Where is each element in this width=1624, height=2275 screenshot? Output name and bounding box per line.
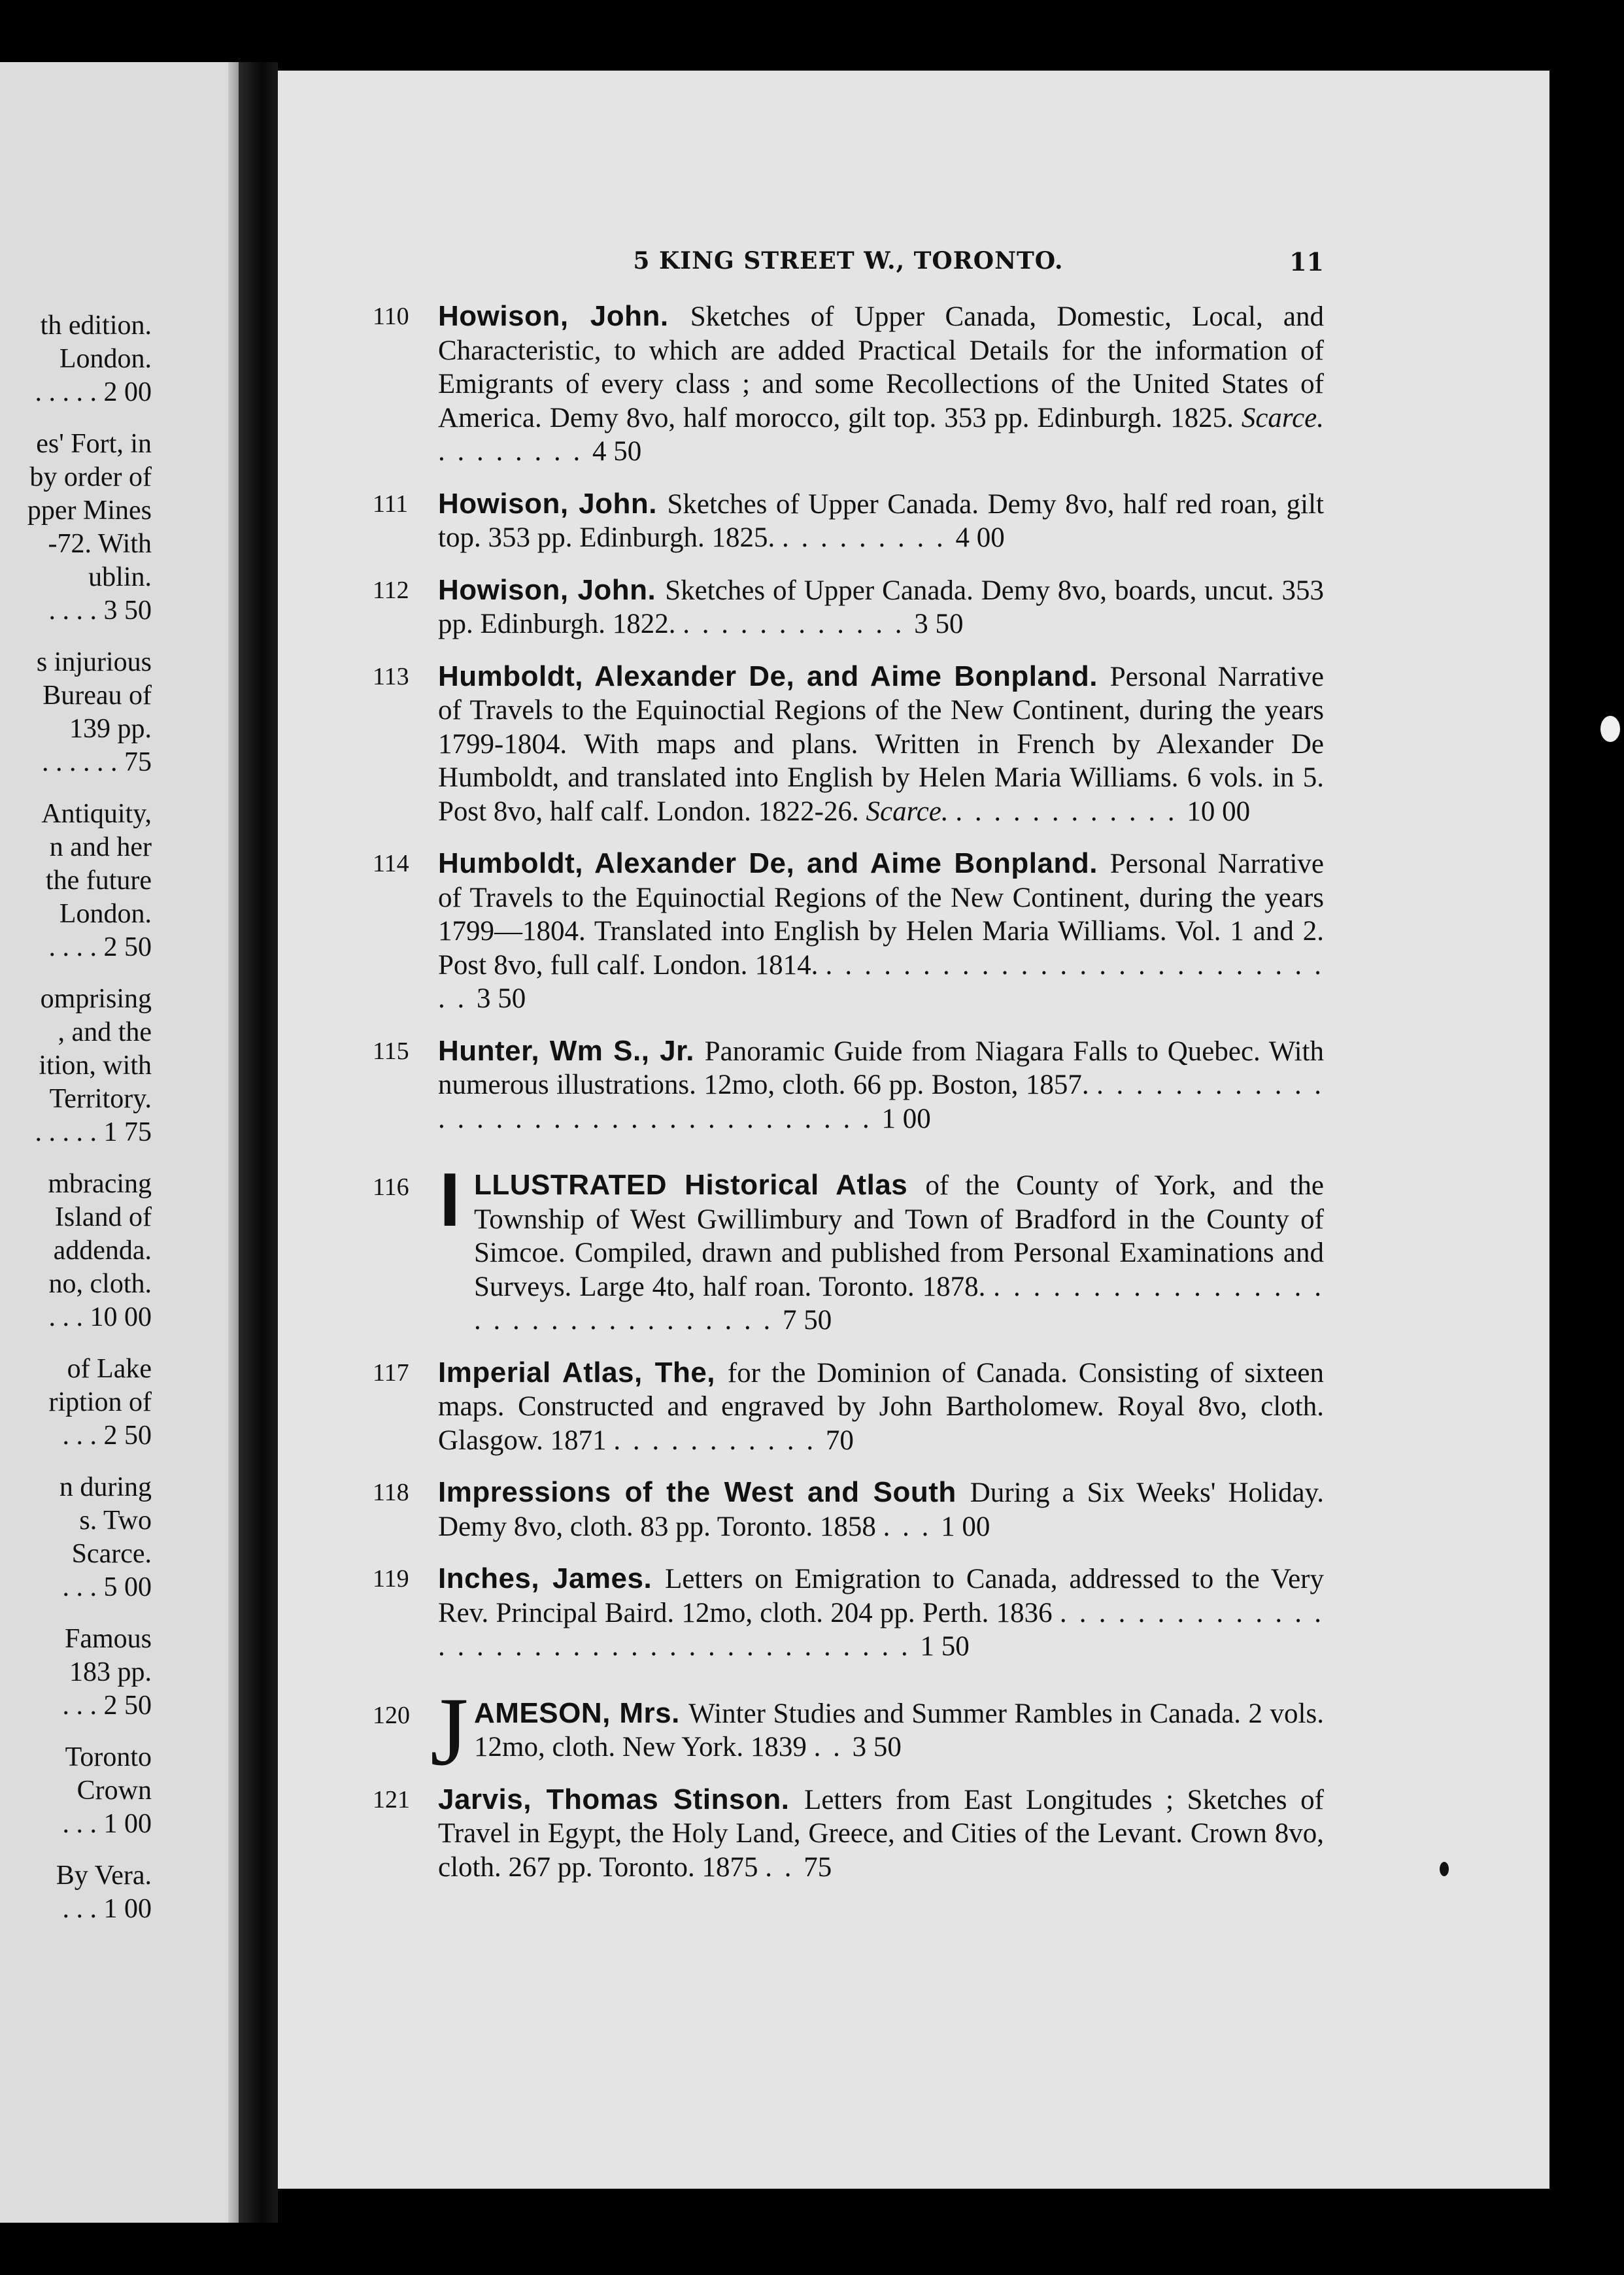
left-page-line: addenda. <box>53 1236 152 1266</box>
left-page-line: Island of <box>54 1202 152 1232</box>
dot-leader: . . . . . . . . . . . . . . . . . . . . . . . . . . . . . . . . . . . . . . . <box>438 1597 1324 1662</box>
entry-author: LLUSTRATED Historical Atlas <box>474 1169 926 1201</box>
entry-status: Scarce. <box>1241 402 1324 433</box>
dot-leader: . . <box>813 1732 853 1762</box>
entry-author: Howison, John. <box>438 300 690 332</box>
dot-leader: . . <box>765 1851 804 1883</box>
left-page-line: by order of <box>29 462 152 492</box>
left-page-line: omprising <box>40 984 152 1014</box>
left-page-line: By Vera. <box>56 1861 152 1891</box>
catalogue-entry-114 <box>373 847 1324 1016</box>
left-page-fragment <box>0 62 239 2223</box>
entry-price: 3 50 <box>477 983 526 1014</box>
catalogue-entry-117 <box>373 1356 1324 1458</box>
left-page-line <box>0 1453 152 1471</box>
left-page-line: , and the <box>58 1017 152 1047</box>
left-page-line <box>0 964 152 983</box>
left-page-line: ition, with <box>39 1051 152 1081</box>
dot-leader: . . . . . . . . . . . . . . . . . . . . . . . . . . . . . . . . . . . <box>438 1070 1324 1134</box>
left-page-line <box>0 779 152 798</box>
left-page-line: pper Mines <box>27 496 152 526</box>
left-page-line: London. <box>59 899 152 929</box>
entry-description: Personal Narrative of Travels to the Equinoctial Regions of the New Continent, during the years 1799-1804. With maps and plans. Written in French by Alexander De Humboldt, and translated into English by Helen Maria Williams. 6 vols. in 5. Post 8vo, half calf. London. 1822-26. <box>438 661 1324 827</box>
left-page-line: . . . 5 00 <box>62 1572 152 1602</box>
entry-author: Howison, John. <box>438 487 668 520</box>
left-page-line: . . . 2 50 <box>62 1421 152 1451</box>
entry-number: 110 <box>373 303 409 330</box>
left-page-line <box>0 1723 152 1741</box>
left-page-line: Scarce. <box>71 1539 152 1569</box>
dot-leader: . . . . . . . . . <box>781 522 956 553</box>
entry-price: 3 50 <box>914 609 964 639</box>
left-page-line: s. Two <box>79 1506 152 1536</box>
catalogue-entry-118 <box>373 1475 1324 1543</box>
left-page-line: ription of <box>48 1387 152 1417</box>
dot-leader: . . . <box>883 1511 941 1542</box>
entry-number: 112 <box>373 576 409 604</box>
left-page-line: London. <box>59 344 152 374</box>
left-page-line: Bureau of <box>42 681 152 711</box>
dot-leader: . . . . . . . . <box>438 436 592 467</box>
left-page-line: th edition. <box>40 311 152 341</box>
entry-price: 1 00 <box>941 1511 990 1542</box>
left-page-line: . . . 10 00 <box>48 1302 152 1332</box>
catalogue-entries <box>373 299 1324 1902</box>
entry-price: 10 00 <box>1187 796 1251 827</box>
entry-number: 119 <box>373 1565 409 1592</box>
entry-number: 120 <box>373 1701 410 1729</box>
running-header <box>373 247 1324 286</box>
left-page-line: . . . 2 50 <box>62 1691 152 1721</box>
dot-leader: . . . . . . . . . . . . . . . . . . . . . . . . . . . . <box>438 949 1325 1014</box>
drop-cap-initial: I <box>439 1157 461 1242</box>
entry-price: 3 50 <box>852 1732 902 1762</box>
catalogue-entry-110 <box>373 299 1324 469</box>
entry-price: 4 50 <box>592 436 642 467</box>
entry-price: 7 50 <box>783 1305 832 1336</box>
left-page-line: . . . 1 00 <box>62 1894 152 1924</box>
left-page-line: Crown <box>76 1776 152 1806</box>
entry-description: Sketches of Upper Canada. Demy 8vo, half red roan, gilt top. 353 pp. Edinburgh. 1825. <box>438 488 1324 553</box>
entry-description: Panoramic Guide from Niagara Falls to Quebec. With numerous illustrations. 12mo, cloth. 66 pp. Boston, 1857. <box>438 1036 1324 1100</box>
right-page <box>278 71 1549 2189</box>
catalogue-entry-116 <box>373 1157 1325 1338</box>
entry-number: 115 <box>373 1037 409 1065</box>
entry-author: Inches, James. <box>438 1562 666 1594</box>
left-page-line: n and her <box>49 832 152 862</box>
entry-number: 111 <box>373 490 409 518</box>
left-page-line <box>0 1149 152 1168</box>
entry-description: During a Six Weeks' Holiday. Demy 8vo, cloth. 83 pp. Toronto. 1858 <box>438 1477 1324 1542</box>
left-page-line <box>0 409 152 428</box>
entry-description: for the Dominion of Canada. Consisting of sixteen maps. Constructed and engraved by John Bartholomew. Royal 8vo, cloth. Glasgow. 1871 <box>438 1357 1324 1456</box>
dot-leader: . . . . . . . . . . . . <box>955 796 1187 827</box>
header-title: 5 KING STREET W., TORONTO. <box>633 247 1064 275</box>
entry-author: Humboldt, Alexander De, and Aime Bonpland. <box>438 847 1110 879</box>
entry-author: AMESON, Mrs. <box>474 1696 689 1729</box>
left-page-line <box>0 1334 152 1353</box>
left-page-line: . . . . . . 75 <box>42 747 152 777</box>
entry-author: Impressions of the West and South <box>438 1476 970 1508</box>
entry-price: 75 <box>804 1851 832 1883</box>
left-page-line: n during <box>59 1472 152 1502</box>
entry-author: Hunter, Wm S., Jr. <box>438 1034 705 1067</box>
left-page-text <box>0 309 152 1926</box>
entry-number: 118 <box>373 1479 409 1506</box>
entry-author: Humboldt, Alexander De, and Aime Bonpland. <box>438 660 1110 692</box>
left-page-line: . . . . . 1 75 <box>35 1117 152 1147</box>
entry-author: Jarvis, Thomas Stinson. <box>438 1783 805 1815</box>
entry-description: Letters on Emigration to Canada, addressed to the Very Rev. Principal Baird. 12mo, cloth. 204 pp. Perth. 1836 <box>438 1564 1325 1628</box>
entry-author: Imperial Atlas, The, <box>438 1356 728 1389</box>
left-page-line: ublin. <box>88 562 152 592</box>
catalogue-entry-112 <box>373 573 1324 641</box>
entry-description: of the County of York, and the Township of West Gwillimbury and Town of Bradford in the County of Simcoe. Compiled, drawn and published from Personal Examinations and Surveys. Large 4to, half roan. Toronto. 1878. <box>474 1170 1325 1302</box>
left-page-line: . . . . . 2 00 <box>35 377 152 407</box>
left-page-line: Territory. <box>49 1084 152 1114</box>
catalogue-entry-121 <box>373 1783 1324 1885</box>
left-page-line: mbracing <box>48 1169 152 1199</box>
left-page-line: Toronto <box>65 1742 152 1772</box>
left-page-line: . . . 1 00 <box>62 1809 152 1839</box>
entry-number: 114 <box>373 850 409 877</box>
entry-description: Sketches of Upper Canada, Domestic, Local, and Characteristic, to which are added Practical Details for the information of Emigrants of every class ; and some Recollections of the United States of America. Demy 8vo, half morocco, gilt top. 353 pp. Edinburgh. 1825. <box>438 301 1325 433</box>
page-edge-speck <box>1600 716 1620 742</box>
entry-number: 113 <box>373 662 409 690</box>
dot-leader: . . . . . . . . . . . . <box>683 609 915 639</box>
entry-status: Scarce. <box>866 796 956 827</box>
catalogue-entry-119 <box>373 1562 1324 1664</box>
left-page-line: -72. With <box>48 529 152 559</box>
left-page-line <box>0 628 152 646</box>
drop-cap-initial: J <box>430 1677 469 1786</box>
left-page-line <box>0 1604 152 1623</box>
left-page-line: . . . . 2 50 <box>48 932 152 962</box>
left-page-line: of Lake <box>67 1354 152 1384</box>
left-page-line: no, cloth. <box>48 1269 152 1299</box>
left-page-line: 183 pp. <box>69 1657 152 1687</box>
entry-number: 121 <box>373 1785 410 1813</box>
left-page-line: s injurious <box>36 647 152 677</box>
entry-number: 117 <box>373 1358 409 1387</box>
ink-speck <box>1440 1862 1449 1876</box>
entry-price: 4 00 <box>955 522 1005 553</box>
book-gutter <box>239 62 278 2223</box>
entry-price: 1 50 <box>920 1631 970 1662</box>
left-page-line: Famous <box>64 1624 152 1654</box>
left-page-line <box>0 1841 152 1859</box>
left-page-line: the future <box>45 866 152 896</box>
left-page-line: es' Fort, in <box>36 429 152 459</box>
catalogue-entry-120 <box>373 1677 1324 1786</box>
entry-description: Winter Studies and Summer Rambles in Canada. 2 vols. 12mo, cloth. New York. 1839 <box>474 1698 1324 1762</box>
page-number: 11 <box>1289 247 1324 277</box>
entry-price: 1 00 <box>881 1103 931 1134</box>
entry-description: Sketches of Upper Canada. Demy 8vo, boards, uncut. 353 pp. Edinburgh. 1822. <box>438 575 1325 639</box>
entry-author: Howison, John. <box>438 573 666 606</box>
left-page-line: 139 pp. <box>69 714 152 744</box>
catalogue-entry-113 <box>373 660 1324 829</box>
dot-leader: . . . . . . . . . . . <box>613 1424 826 1456</box>
entry-description: Letters from East Longitudes ; Sketches of Travel in Egypt, the Holy Land, Greece, and Cities of the Levant. Crown 8vo, cloth. 267 pp. Toronto. 1875 <box>438 1784 1324 1883</box>
entry-price: 70 <box>825 1424 854 1456</box>
left-page-line: . . . . 3 50 <box>48 596 152 626</box>
catalogue-entry-115 <box>373 1034 1324 1136</box>
catalogue-entry-111 <box>373 487 1324 555</box>
entry-number: 116 <box>373 1173 409 1201</box>
left-page-spine-shadow <box>228 62 239 2223</box>
dot-leader: . . . . . . . . . . . . . . . . . . . . . . . . . . . . . . . . . <box>474 1271 1325 1336</box>
entry-description: Personal Narrative of Travels to the Equinoctial Regions of the New Continent, during the years 1799—1804. Translated into English by Helen Maria Williams. Vol. 1 and 2. Post 8vo, full calf. London. 1814. <box>438 849 1324 981</box>
left-page-line: Antiquity, <box>41 799 152 829</box>
